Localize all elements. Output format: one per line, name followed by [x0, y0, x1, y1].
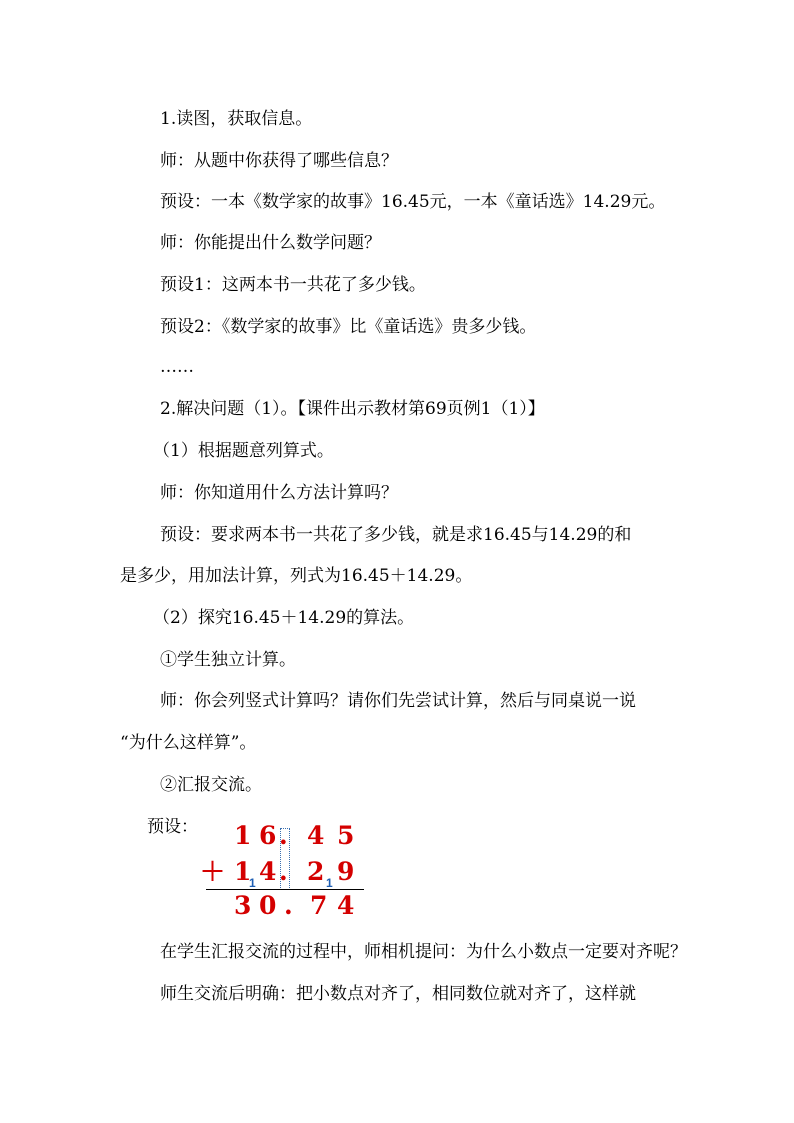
paragraph-2: 师：从题中你获得了哪些信息？	[160, 151, 398, 171]
row1-digit-2: 6	[259, 821, 277, 850]
paragraph-16: “为什么这样算”。	[120, 733, 257, 753]
carry-tenths: 1	[326, 876, 333, 890]
paragraph-19: 在学生汇报交流的过程中，师相机提问：为什么小数点一定要对齐呢？	[160, 942, 687, 962]
plus-sign: ＋	[200, 857, 226, 886]
paragraph-13: （2）探究16.45＋14.29的算法。	[153, 608, 415, 628]
paragraph-12: 是多少，用加法计算，列式为16.45＋14.29。	[120, 566, 473, 586]
paragraph-6: 预设2：《数学家的故事》比《童话选》贵多少钱。	[160, 317, 537, 337]
row2-digit-1: 1	[234, 857, 252, 886]
paragraph-11: 预设：要求两本书一共花了多少钱，就是求16.45与14.29的和	[160, 525, 632, 545]
paragraph-18: 预设：	[147, 817, 198, 837]
paragraph-17: ②汇报交流。	[160, 775, 262, 795]
paragraph-5: 预设1：这两本书一共花了多少钱。	[160, 275, 426, 295]
paragraph-14: ①学生独立计算。	[160, 650, 296, 670]
row2-digit-4: 9	[337, 857, 355, 886]
carry-tens: 1	[249, 876, 256, 890]
paragraph-15: 师：你会列竖式计算吗？请你们先尝试计算，然后与同桌说一说	[160, 691, 636, 711]
sum-line	[206, 889, 364, 890]
result-decimal-point: .	[284, 891, 293, 920]
row1-digit-3: 4	[307, 821, 325, 850]
paragraph-3: 预设：一本《数学家的故事》16.45元，一本《童话选》14.29元。	[160, 192, 666, 212]
paragraph-9: （1）根据题意列算式。	[153, 441, 334, 461]
row1-digit-4: 5	[337, 821, 355, 850]
paragraph-20: 师生交流后明确：把小数点对齐了，相同数位就对齐了，这样就	[160, 984, 636, 1004]
row1-digit-1: 1	[234, 821, 252, 850]
row2-digit-2: 4	[259, 857, 277, 886]
paragraph-4: 师：你能提出什么数学问题？	[160, 233, 381, 253]
paragraph-7: ……	[160, 357, 194, 377]
paragraph-10: 师：你知道用什么方法计算吗？	[160, 483, 398, 503]
row2-decimal-point: .	[279, 857, 288, 886]
vertical-addition	[192, 822, 372, 922]
result-digit-1: 3	[234, 891, 252, 920]
decimal-alignment-box	[280, 828, 290, 890]
row2-digit-3: 2	[307, 857, 325, 886]
result-digit-2: 0	[259, 891, 277, 920]
result-digit-4: 4	[337, 891, 355, 920]
paragraph-1: 1.读图，获取信息。	[160, 109, 313, 129]
paragraph-8: 2.解决问题（1）。【课件出示教材第69页例1（1）】	[160, 399, 545, 419]
row1-decimal-point: .	[279, 821, 288, 850]
result-digit-3: 7	[310, 891, 328, 920]
